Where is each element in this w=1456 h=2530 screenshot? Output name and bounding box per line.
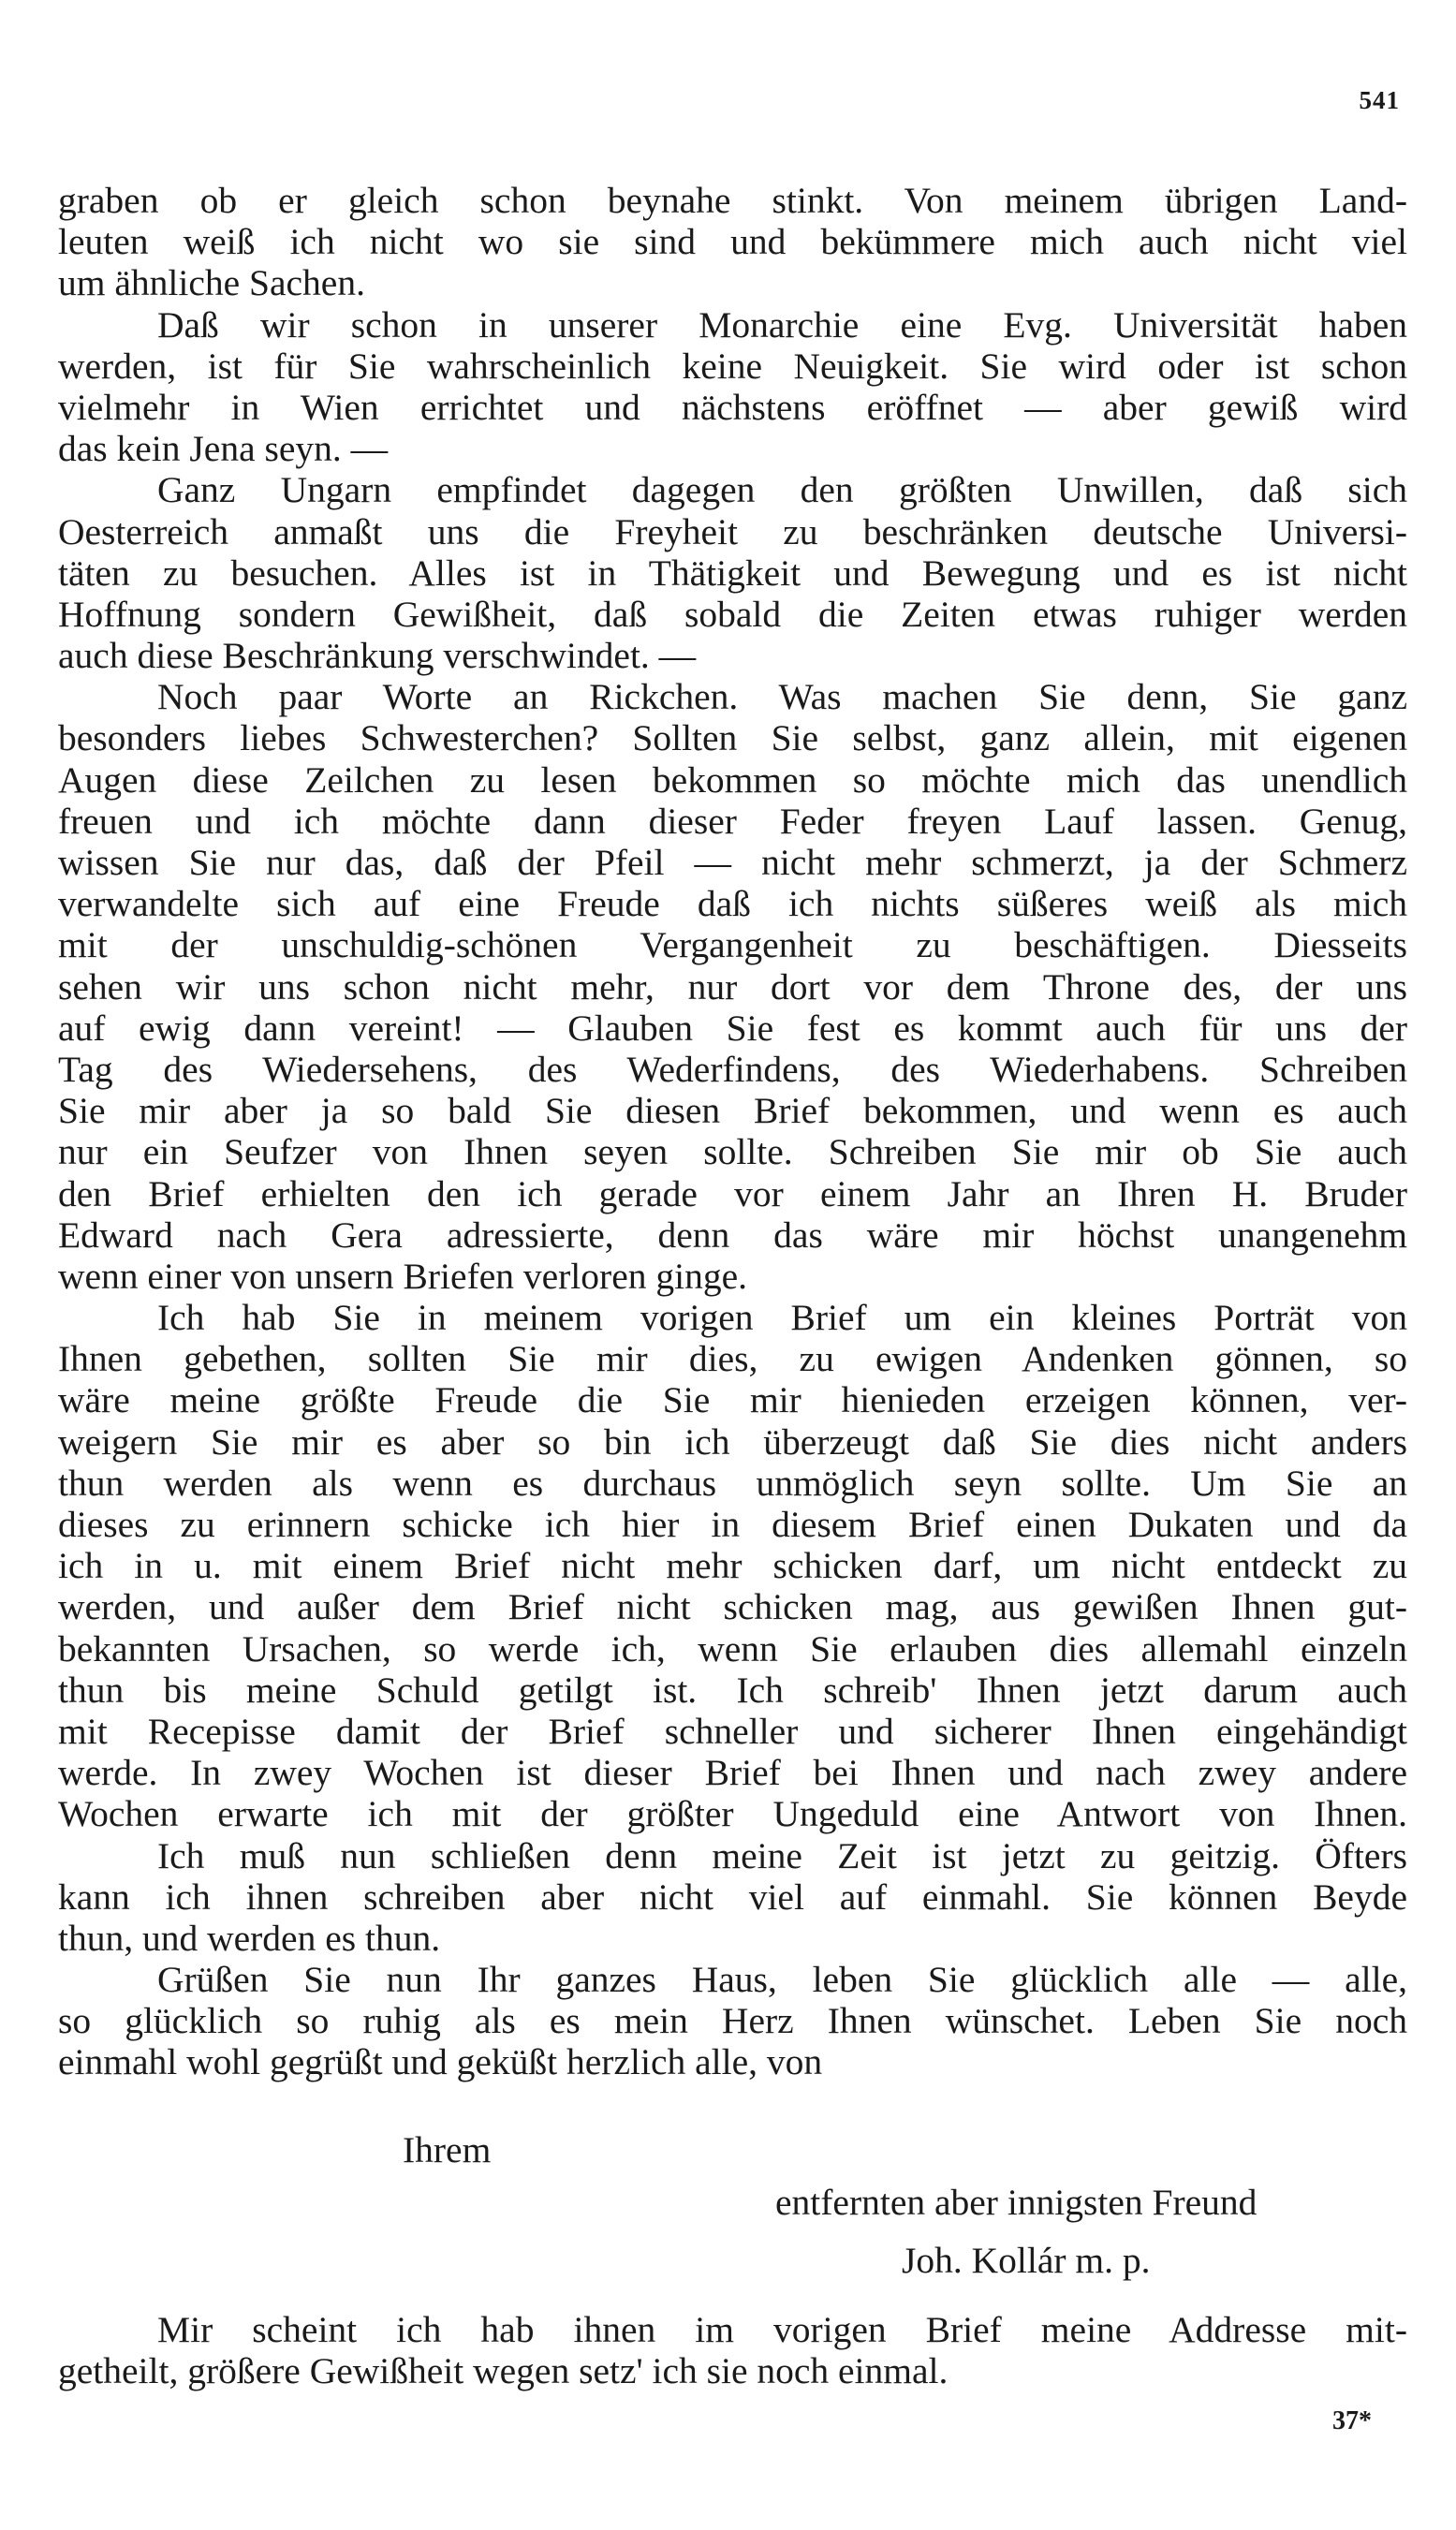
body-text-line: wäre meine größte Freude die Sie mir hienieden erzeigen können, ver- <box>58 1379 1407 1421</box>
body-text-line: Augen diese Zeilchen zu lesen bekommen so möchte mich das unendlich <box>58 758 1407 801</box>
body-text-line: auf ewig dann vereint! — Glauben Sie fest es kommt auch für uns der <box>58 1007 1407 1049</box>
body-text-line: Tag des Wiedersehens, des Wederfindens, des Wiederhabens. Schreiben <box>58 1048 1407 1090</box>
body-text-line: besonders liebes Schwesterchen? Sollten Sie selbst, ganz allein, mit eigenen <box>58 717 1407 759</box>
body-text-line: weigern Sie mir es aber so bin ich überzeugt daß Sie dies nicht anders <box>58 1420 1407 1463</box>
body-text-line: thun werden als wenn es durchaus unmöglich seyn sollte. Um Sie an <box>58 1462 1407 1504</box>
body-text-line: das kein Jena seyn. — <box>58 428 389 470</box>
body-text-line: mit Recepisse damit der Brief schneller und sicherer Ihnen eingehändigt <box>58 1710 1407 1752</box>
letter-body <box>58 180 1407 2083</box>
body-text-line: thun, und werden es thun. <box>58 1917 441 1959</box>
page-number: 541 <box>1359 86 1400 114</box>
body-text-line: Edward nach Gera adressierte, denn das wäre mir höchst unangenehm <box>58 1214 1407 1256</box>
body-text-line: ich in u. mit einem Brief nicht mehr schicken darf, um nicht entdeckt zu <box>58 1545 1407 1587</box>
body-text-line: Grüßen Sie nun Ihr ganzes Haus, leben Sie glücklich alle — alle, <box>157 1959 1407 2001</box>
body-text-line: verwandelte sich auf eine Freude daß ich nichts süßeres weiß als mich <box>58 883 1407 925</box>
body-text-line: wissen Sie nur das, daß der Pfeil — nicht mehr schmerzt, ja der Schmerz <box>58 842 1407 883</box>
body-text-line: Ihnen gebethen, sollten Sie mir dies, zu ewigen Andenken gönnen, so <box>58 1338 1407 1380</box>
body-text-line: Oesterreich anmaßt uns die Freyheit zu beschränken deutsche Universi- <box>58 510 1407 552</box>
body-text-line: Hoffnung sondern Gewißheit, daß sobald die Zeiten etwas ruhiger werden <box>58 593 1407 635</box>
body-text-line: werden, und außer dem Brief nicht schicken mag, aus gewißen Ihnen gut- <box>58 1586 1407 1628</box>
body-text-line: freuen und ich möchte dann dieser Feder freyen Lauf lassen. Genug, <box>58 800 1407 842</box>
body-text-line: Sie mir aber ja so bald Sie diesen Brief bekommen, und wenn es auch <box>58 1090 1407 1132</box>
body-text-line: werden, ist für Sie wahrscheinlich keine Neuigkeit. Sie wird oder ist schon <box>58 345 1407 387</box>
body-text-line: mit der unschuldig-schönen Vergangenheit zu beschäftigen. Diesseits <box>58 924 1407 966</box>
body-text-line: wenn einer von unsern Briefen verloren ginge. <box>58 1255 747 1297</box>
body-text-line: Noch paar Worte an Rickchen. Was machen Sie denn, Sie ganz <box>157 676 1407 718</box>
body-text-line: täten zu besuchen. Alles ist in Thätigkeit und Bewegung und es ist nicht <box>58 552 1407 594</box>
body-text-line: Ganz Ungarn empfindet dagegen den größten Unwillen, daß sich <box>157 469 1407 511</box>
body-text-line: bekannten Ursachen, so werde ich, wenn Sie erlauben dies allemahl einzeln <box>58 1627 1407 1670</box>
closing-salutation: Ihrem <box>403 2129 492 2170</box>
body-text-line: sehen wir uns schon nicht mehr, nur dort vor dem Throne des, der uns <box>58 965 1407 1008</box>
postscript-line: Mir scheint ich hab ihnen im vorigen Brief meine Addresse mit- <box>157 2309 1407 2350</box>
body-text-line: graben ob er gleich schon beynahe stinkt. Von meinem übrigen Land- <box>58 180 1407 221</box>
body-text-line: nur ein Seufzer von Ihnen seyen sollte. Schreiben Sie mir ob Sie auch <box>58 1131 1407 1173</box>
body-text-line: einmahl wohl gegrüßt und geküßt herzlich alle, von <box>58 2041 823 2083</box>
body-text-line: Wochen erwarte ich mit der größter Ungeduld eine Antwort von Ihnen. <box>58 1793 1407 1835</box>
closing-phrase: entfernten aber innigsten Freund <box>775 2182 1257 2223</box>
body-text-line: so glücklich so ruhig als es mein Herz Ihnen wünschet. Leben Sie noch <box>58 2000 1407 2042</box>
body-text-line: kann ich ihnen schreiben aber nicht viel auf einmahl. Sie können Beyde <box>58 1875 1407 1918</box>
body-text-line: Daß wir schon in unserer Monarchie eine Evg. Universität haben <box>157 303 1407 346</box>
body-text-line: auch diese Beschränkung verschwindet. — <box>58 635 697 677</box>
body-text-line: thun bis meine Schuld getilgt ist. Ich schreib' Ihnen jetzt darum auch <box>58 1669 1407 1711</box>
signature-mark: 37* <box>1332 2406 1372 2435</box>
body-text-line: dieses zu erinnern schicke ich hier in diesem Brief einen Dukaten und da <box>58 1504 1407 1545</box>
body-text-line: vielmehr in Wien errichtet und nächstens eröffnet — aber gewiß wird <box>58 386 1407 428</box>
signature: Joh. Kollár m. p. <box>902 2240 1151 2281</box>
postscript <box>58 2309 1407 2391</box>
body-text-line: den Brief erhielten den ich gerade vor einem Jahr an Ihren H. Bruder <box>58 1172 1407 1214</box>
body-text-line: werde. In zwey Wochen ist dieser Brief bei Ihnen und nach zwey andere <box>58 1752 1407 1794</box>
body-text-line: Ich muß nun schließen denn meine Zeit ist jetzt zu geitzig. Öfters <box>157 1834 1407 1876</box>
body-text-line: leuten weiß ich nicht wo sie sind und bekümmere mich auch nicht viel <box>58 221 1407 263</box>
body-text-line: Ich hab Sie in meinem vorigen Brief um ein kleines Porträt von <box>157 1297 1407 1339</box>
body-text-line: um ähnliche Sachen. <box>58 262 365 304</box>
postscript-line: getheilt, größere Gewißheit wegen setz' ich sie noch einmal. <box>58 2350 949 2392</box>
